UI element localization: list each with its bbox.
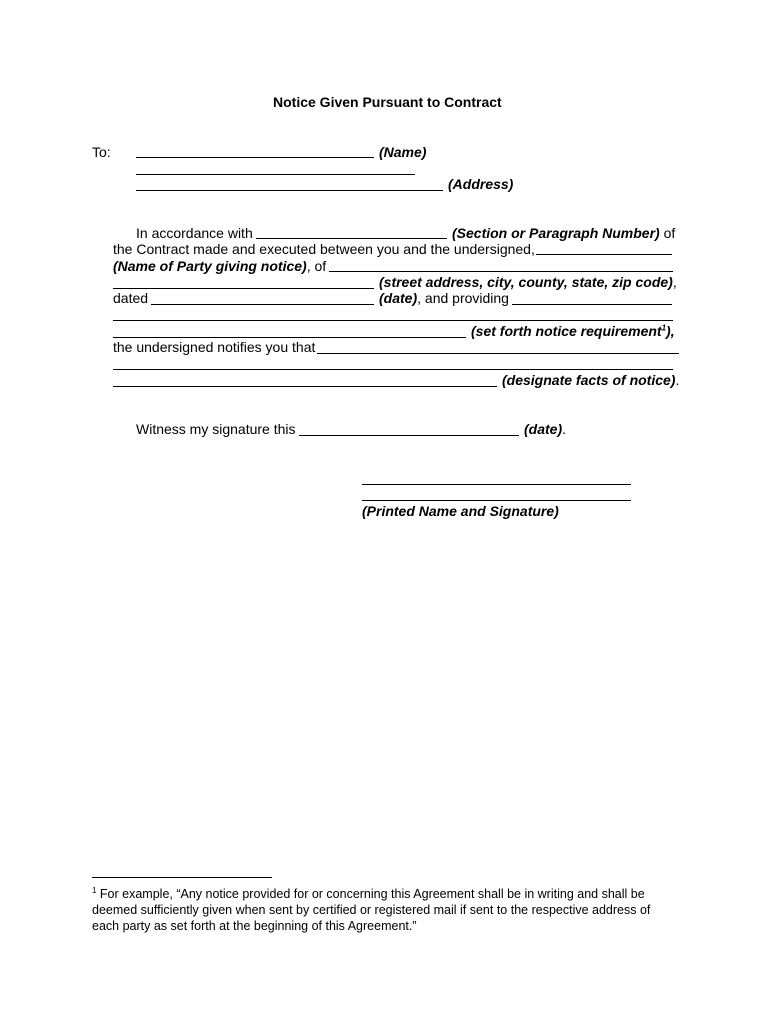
signature-line-2[interactable]: [362, 500, 631, 501]
address-hint: (Address): [448, 176, 514, 192]
street-comma: ,: [672, 274, 677, 290]
and-providing-text: , and providing: [417, 290, 509, 306]
signature-hint: (Printed Name and Signature): [362, 503, 559, 519]
name-hint: (Name): [379, 144, 427, 160]
dated-line[interactable]: [151, 304, 374, 305]
notice-req-line-2[interactable]: [113, 337, 466, 338]
address-line-1[interactable]: [136, 174, 415, 175]
address-line-2[interactable]: [136, 190, 443, 191]
facts-group: [502, 372, 679, 388]
facts-hint: (designate facts of notice): [502, 372, 676, 388]
in-accordance-text: In accordance with: [136, 225, 253, 241]
witness-date-hint: (date): [524, 421, 563, 437]
party-blank-line[interactable]: [536, 254, 672, 255]
footnote-separator: [92, 877, 272, 878]
page-title: Notice Given Pursuant to Contract: [273, 94, 502, 110]
party-group: [113, 258, 326, 274]
of-text: of: [663, 225, 676, 241]
facts-line-2[interactable]: [113, 386, 497, 387]
contract-text: the Contract made and executed between you and the undersigned,: [113, 241, 535, 257]
date-hint: (date): [379, 290, 418, 306]
street-line[interactable]: [113, 288, 374, 289]
date-group: [379, 290, 509, 306]
to-label: To:: [92, 144, 111, 160]
notice-req-close: ),: [666, 323, 675, 339]
providing-line[interactable]: [512, 304, 672, 305]
witness-date-group: [524, 421, 566, 437]
section-line[interactable]: [256, 238, 447, 239]
name-line[interactable]: [136, 157, 374, 158]
notice-req-hint: (set forth notice requirement: [471, 323, 662, 339]
facts-line-1[interactable]: [113, 369, 673, 370]
facts-period: .: [675, 372, 680, 388]
notifies-line[interactable]: [317, 353, 679, 354]
section-group: [452, 225, 675, 241]
witness-date-line[interactable]: [299, 435, 519, 436]
witness-text: Witness my signature this: [136, 421, 296, 437]
witness-period: .: [562, 421, 567, 437]
footnote-mark: 1: [92, 885, 97, 895]
footnote-text: For example, “Any notice provided for or concerning this Agreement shall be in writing and shall be deemed sufficiently given when sent by certified or registered mail if sent to the respective address of each party as set forth at the beginning of this Agreement.”: [92, 887, 651, 933]
dated-text: dated: [113, 290, 149, 306]
party-hint: (Name of Party giving notice): [113, 258, 307, 274]
signature-line-1[interactable]: [362, 484, 631, 485]
footnote: [92, 886, 672, 934]
notice-req-group: [471, 323, 675, 339]
section-hint: (Section or Paragraph Number): [452, 225, 660, 241]
street-hint: (street address, city, county, state, zip code): [379, 274, 673, 290]
party-address-line[interactable]: [329, 271, 673, 272]
of2-text: , of: [306, 258, 327, 274]
street-group: [379, 274, 677, 290]
notifies-text: the undersigned notifies you that: [113, 339, 316, 355]
footnote-ref[interactable]: 1: [661, 323, 667, 333]
notice-req-line-1[interactable]: [113, 320, 673, 321]
